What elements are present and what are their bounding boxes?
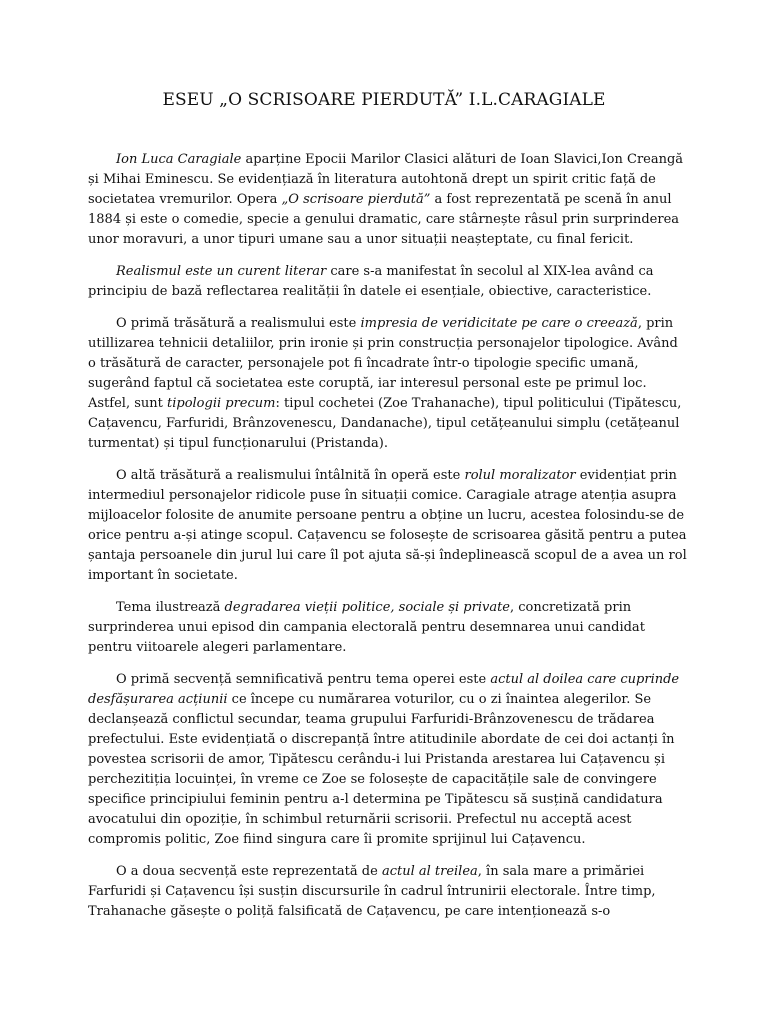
text-run: O primă trăsătură a realismului este bbox=[116, 316, 361, 331]
text-run: , concretizată prin surprinderea unui episod din campania electorală pentru desemnarea unui candidat pentru viitoarele alegeri parlamentare. bbox=[88, 600, 645, 655]
italic-text: degradarea vieții politice, sociale și private bbox=[224, 600, 511, 615]
text-run: O altă trăsătură a realismului întâlnită în operă este bbox=[116, 468, 465, 483]
italic-text: „O scrisoare pierdută” bbox=[281, 192, 431, 207]
paragraph-second-trait bbox=[88, 466, 688, 586]
text-run: ce începe cu numărarea voturilor, cu o zi înaintea alegerilor. Se declanșează conflictul secundar, teama grupului Farfuridi-Brânzovenescu de trădarea prefectului. Este evidențiată o discrepanță între atitudinile abordate de cei doi actanți în povestea scrisorii de amor, Tipătescu cerându-i lui Pristanda arestarea lui Cațavencu și perchezitiția locuinței, în vreme ce Zoe se folosește de capacitățile sale de convingere specifice principiului feminin pentru a-l determina pe Tipătescu să susțină candidatura avocatului din opoziție, în schimbul returnării scrisorii. Prefectul nu acceptă acest compromis politic, Zoe fiind singura care îi promite sprijinul lui Cațavencu. bbox=[88, 692, 675, 847]
text-run: care s-a manifestat în secolul al XIX-lea având ca principiu de bază reflectarea realității în datele ei esențiale, obiective, caracteristice. bbox=[88, 264, 654, 299]
text-run: Tema ilustrează bbox=[116, 600, 225, 615]
paragraph-second-sequence bbox=[88, 862, 688, 922]
italic-text: tipologii precum bbox=[166, 396, 276, 411]
text-run: : tipul cochetei (Zoe Trahanache), tipul politicului (Tipătescu, Cațavencu, Farfuridi, Brânzovenescu, Dandanache), tipul cetățeanului simplu (cetățeanul turmentat) și tipul funcționarului (Pristanda). bbox=[88, 396, 682, 451]
paragraph-realism bbox=[88, 262, 688, 302]
paragraph-intro bbox=[88, 150, 688, 250]
text-run: O a doua secvență este reprezentată de bbox=[116, 864, 382, 879]
italic-text: actul al doilea care cuprinde desfășurarea acțiunii bbox=[88, 672, 680, 707]
paragraph-first-sequence bbox=[88, 670, 688, 850]
text-run: a fost reprezentată pe scenă în anul 1884 și este o comedie, specie a genului dramatic, care stârnește râsul prin surprinderea unor moravuri, a unor tipuri umane sau a unor situații neașteptate, cu final fericit. bbox=[88, 192, 680, 247]
italic-text: impresia de veridicitate pe care o creează bbox=[360, 316, 638, 331]
paragraph-first-trait bbox=[88, 314, 688, 454]
essay-body bbox=[88, 150, 688, 934]
italic-text: Ion Luca Caragiale bbox=[116, 152, 242, 167]
italic-text: Realismul este un curent literar bbox=[116, 264, 327, 279]
text-run: , în sala mare a primăriei Farfuridi și Cațavencu își susțin discursurile în cadrul întrunirii electorale. Între timp, Trahanache găsește o poliță falsificată de Cațavencu, pe care intenționează s-o bbox=[88, 864, 656, 919]
text-run: , prin utillizarea tehnicii detaliilor, prin ironie și prin construcția personajelor tipologice. Având o trăsătură de caracter, personajele pot fi încadrate într-o tipologie specific umană, sugerând faptul că societatea este coruptă, iar interesul personal este pe primul loc. Astfel, sunt bbox=[88, 316, 678, 411]
page-title: ESEU „O SCRISOARE PIERDUTĂ” I.L.CARAGIALE bbox=[162, 90, 606, 110]
paragraph-theme bbox=[88, 598, 688, 658]
text-run: aparține Epocii Marilor Clasici alături de Ioan Slavici,Ion Creangă și Mihai Eminescu. Se evidențiază în literatura autohtonă drept un spirit critic față de societatea vremurilor. Opera bbox=[88, 152, 684, 207]
italic-text: rolul moralizator bbox=[464, 468, 576, 483]
text-run: evidențiat prin intermediul personajelor ridicole puse în situații comice. Caragiale atrage atenția asupra mijloacelor folosite de anumite persoane pentru a obține un lucru, acestea folosindu-se de orice pentru a-și atinge scopul. Cațavencu se folosește de scrisoarea găsită pentru a putea șantaja persoanele din jurul lui care îl pot ajuta să-și îndeplinească scopul de a avea un rol important în societate. bbox=[88, 468, 687, 583]
text-run: O primă secvență semnificativă pentru tema operei este bbox=[116, 672, 491, 687]
italic-text: actul al treilea bbox=[381, 864, 478, 879]
